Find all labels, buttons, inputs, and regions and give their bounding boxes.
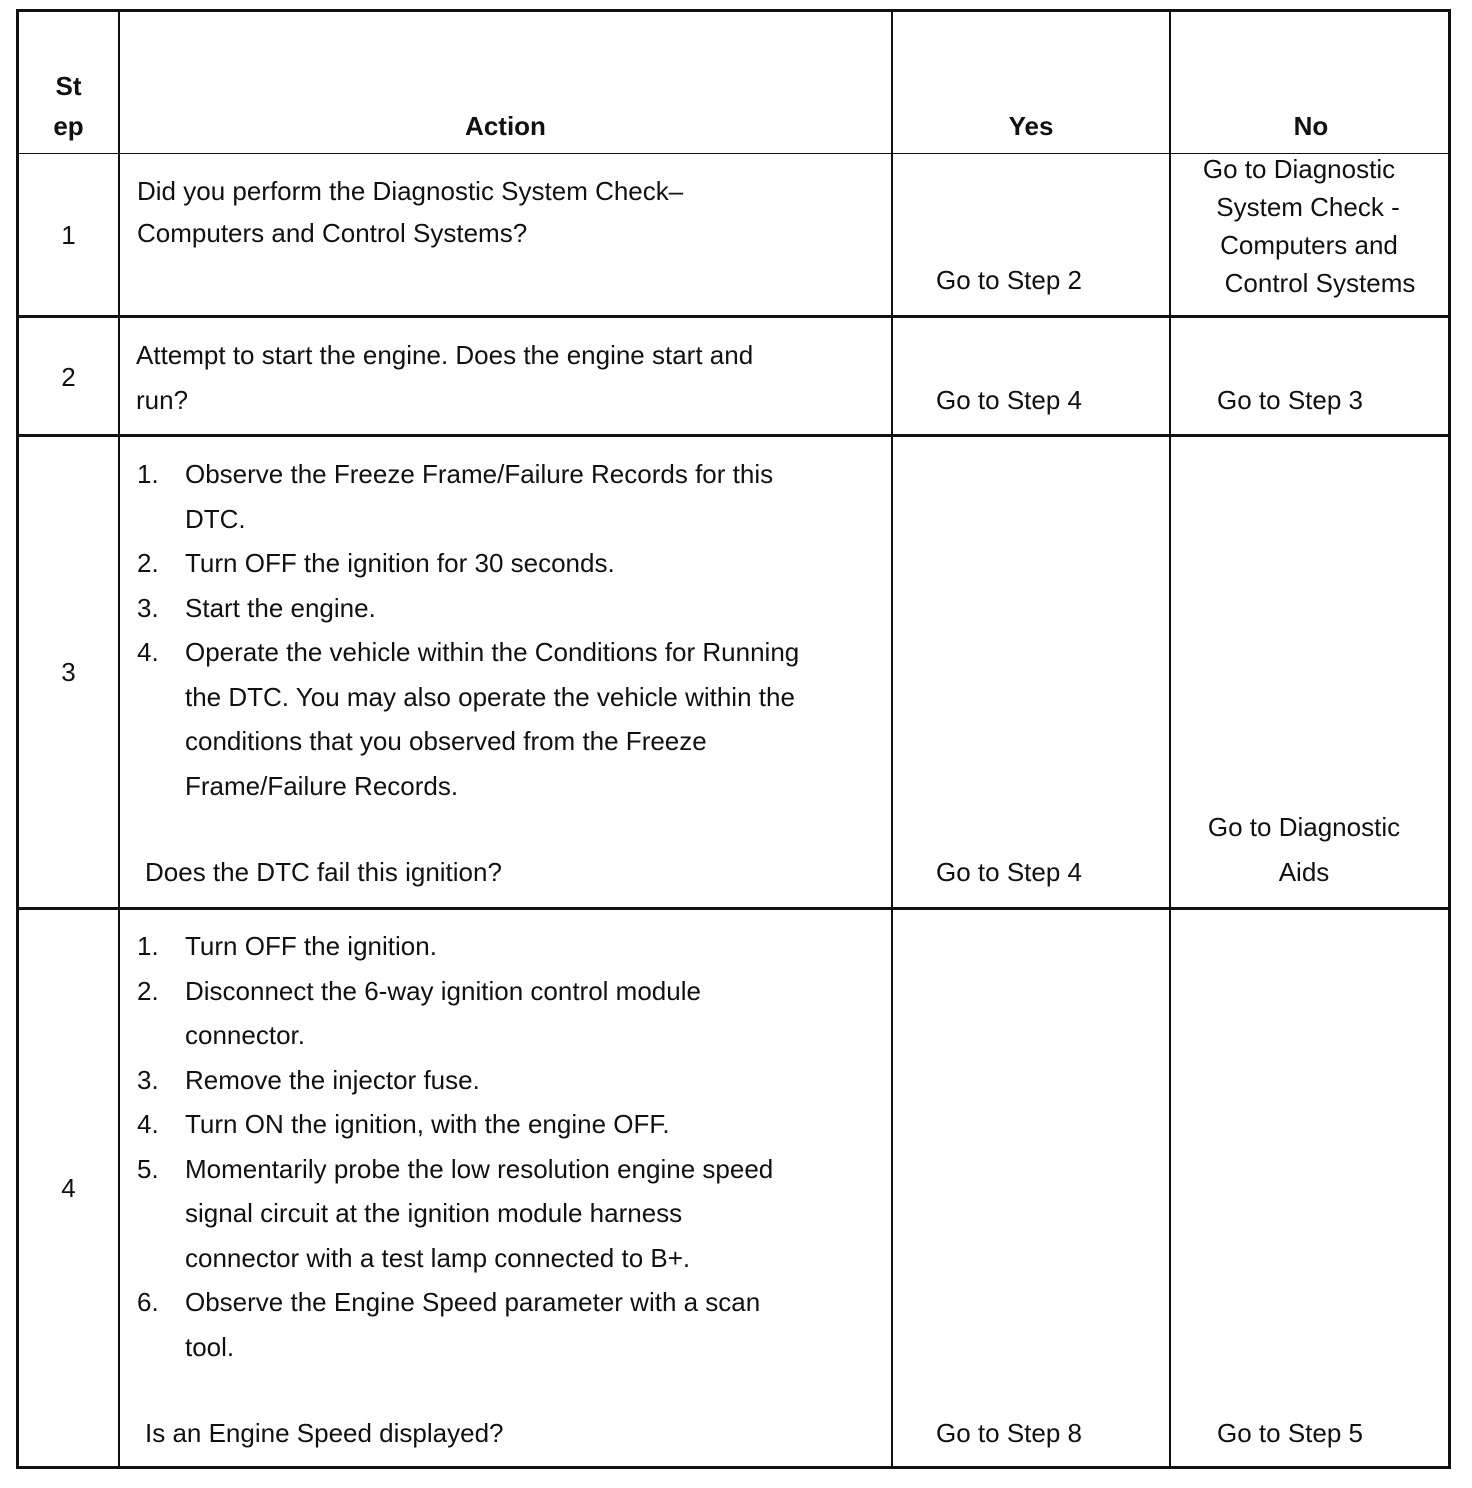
yes-result: Go to Step 8 xyxy=(936,1418,1082,1448)
header-yes: Yes xyxy=(1008,111,1054,141)
header-step: St ep xyxy=(53,71,84,141)
list-item: 4. Turn ON the ignition, with the engine OFF. xyxy=(137,1109,670,1139)
row-divider xyxy=(19,315,1448,318)
no-result: Go to Diagnostic System Check - Computers and Control Systems xyxy=(1202,154,1416,298)
list-item: 2. Turn OFF the ignition for 30 seconds. xyxy=(137,548,615,578)
row-divider xyxy=(19,434,1448,437)
question-text: Does the DTC fail this ignition? xyxy=(145,857,502,887)
list-item: 6. Observe the Engine Speed parameter with a scan tool. xyxy=(137,1287,761,1362)
step-number: 2 xyxy=(61,362,76,392)
no-result: Go to Diagnostic Aids xyxy=(1207,812,1401,887)
question-text: Is an Engine Speed displayed? xyxy=(145,1418,504,1448)
action-text: Attempt to start the engine. Does the engine start and run? xyxy=(136,340,754,415)
action-list xyxy=(137,452,827,808)
step-number: 4 xyxy=(61,1173,76,1203)
list-item: 2. Disconnect the 6-way ignition control module connector. xyxy=(137,975,701,1050)
step-number: 3 xyxy=(61,657,76,687)
column-divider xyxy=(891,12,893,1466)
list-item: 3. Start the engine. xyxy=(137,592,376,623)
diagnostic-table xyxy=(16,9,1451,1469)
action-text: Did you perform the Diagnostic System Check– Computers and Control Systems? xyxy=(137,176,684,248)
header-action: Action xyxy=(465,111,546,141)
column-divider xyxy=(118,12,120,1466)
list-item: 4. Operate the vehicle within the Conditions for Running the DTC. You may also operate the vehicle within the conditions that you observed from the Freeze Frame/Failure Records. xyxy=(137,637,800,801)
list-item: 5. Momentarily probe the low resolution engine speed signal circuit at the ignition module harness connector with a test lamp connected to B+. xyxy=(137,1153,774,1273)
list-item: 1. Observe the Freeze Frame/Failure Records for this DTC. xyxy=(137,459,774,534)
list-item: 3. Remove the injector fuse. xyxy=(137,1064,480,1095)
list-item: 1. Turn OFF the ignition. xyxy=(137,931,437,961)
action-list xyxy=(137,924,777,1369)
no-result: Go to Step 5 xyxy=(1217,1418,1363,1448)
step-number: 1 xyxy=(61,220,76,250)
row-divider xyxy=(19,907,1448,910)
no-result: Go to Step 3 xyxy=(1217,385,1363,415)
yes-result: Go to Step 4 xyxy=(936,385,1082,415)
yes-result: Go to Step 2 xyxy=(936,265,1082,295)
yes-result: Go to Step 4 xyxy=(936,857,1082,887)
header-no: No xyxy=(1293,111,1329,141)
